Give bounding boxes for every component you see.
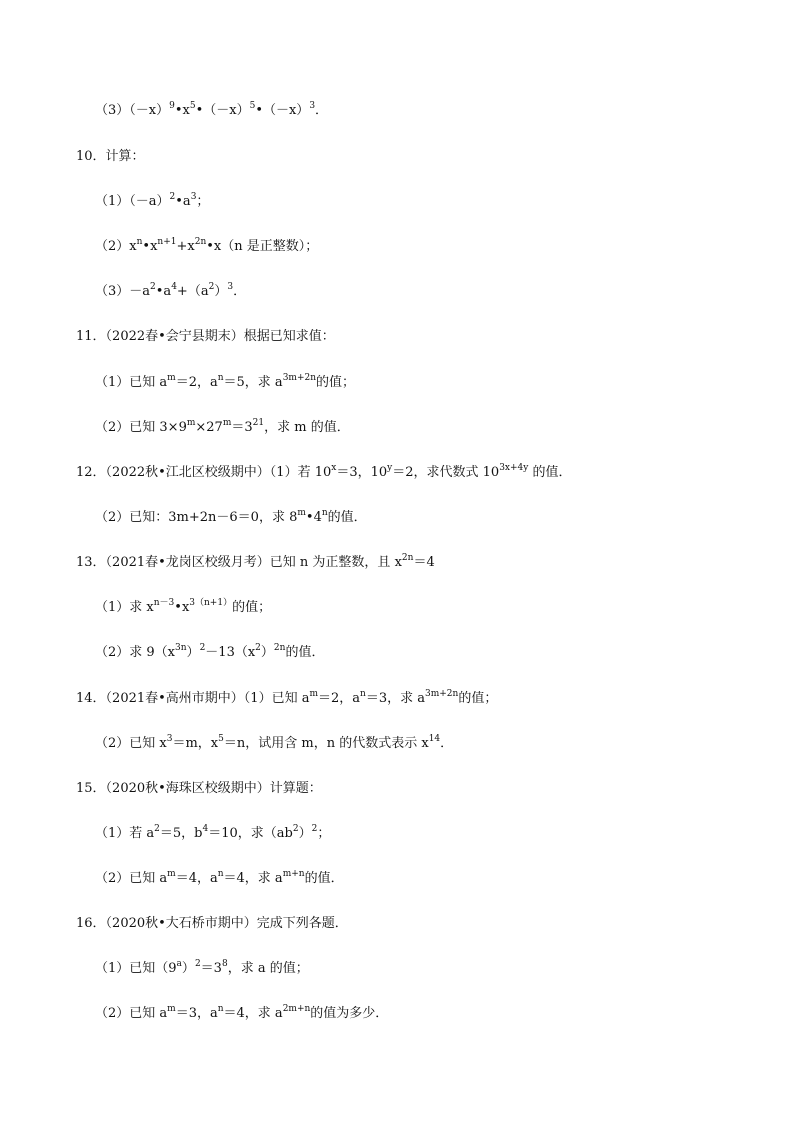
problem-16-part-2: （2）已知 $a^m=3$，$a^n=4$，求 $a^{2m+n}$的值为多少． — [95, 1004, 389, 1021]
problem-11-title: 11．（2022春•会宁县期末）根据已知求值： — [76, 329, 335, 344]
problem-15-title: 15．（2020秋•海珠区校级期中）计算题： — [76, 781, 322, 796]
problem-15-part-2: （2）已知 $a^m=4$，$a^n=4$，求 $a^{m+n}$的值． — [95, 869, 344, 886]
problem-16-part-1: （1）已知$(9^a)^2=3^8$，求 a 的值； — [95, 959, 309, 976]
problem-14-title: 14．（2021春•高州市期中）（1）已知 $a^m=2$，$a^n=3$，求 $a^{3m+2n}$的值； — [76, 689, 498, 706]
problem-10-part-2: $(2)x^n•x^{n+1}+x^{2n}•x(n$ 是正整数）； — [95, 237, 319, 254]
problem-12-title: 12．（2022秋•江北区校级期中）（1）若 $10^x=3$，$10^y=2$，求代数式 $10^{3x+4y}$ 的值． — [76, 463, 572, 480]
problem-13-part-1: （1）求 $x^{n-3}•x^{3(n+1)}$的值； — [95, 598, 272, 615]
problem-14-part-2: （2）已知 $x^3=m$，$x^5=n$，试用含 m，n 的代数式表示 $x^{14}$． — [95, 734, 454, 751]
problem-11-part-2: （2）已知 $3\times 9^m\times 27^m=3^{21}$，求 m 的值． — [95, 418, 350, 435]
problem-11-part-1: （1）已知 $a^m=2$，$a^n=5$，求 $a^{3m+2n}$的值； — [95, 373, 356, 390]
problem-10-part-3: $(3)-a^2•a^4+(a^2)^3$． — [95, 282, 247, 299]
problem-13-part-2: （2）求 $9(x^{3n})^2-13(x^2)^{2n}$的值． — [95, 643, 325, 660]
problem-13-title: 13．（2021春•龙岗区校级月考）已知 n 为正整数，且 $x^{2n}=4$ — [76, 553, 435, 570]
problem-15-part-1: （1）若 $a^2=5$，$b^4=10$，求$(ab^2)^2$； — [95, 824, 331, 841]
problem-10-part-1: $(1)(-a)^2•a^3$； — [95, 192, 210, 209]
problem-12-part-2: （2）已知：3m+2n－6＝0，求 8$^m$•4$^n$的值． — [95, 508, 367, 525]
problem-16-title: 16．（2020秋•大石桥市期中）完成下列各题． — [76, 916, 348, 931]
problem-9-part-3: $(3)(-x)^9•x^5•(-x)^5•(-x)^3$． — [95, 101, 329, 118]
problem-10-title: 10．计算： — [76, 149, 145, 164]
